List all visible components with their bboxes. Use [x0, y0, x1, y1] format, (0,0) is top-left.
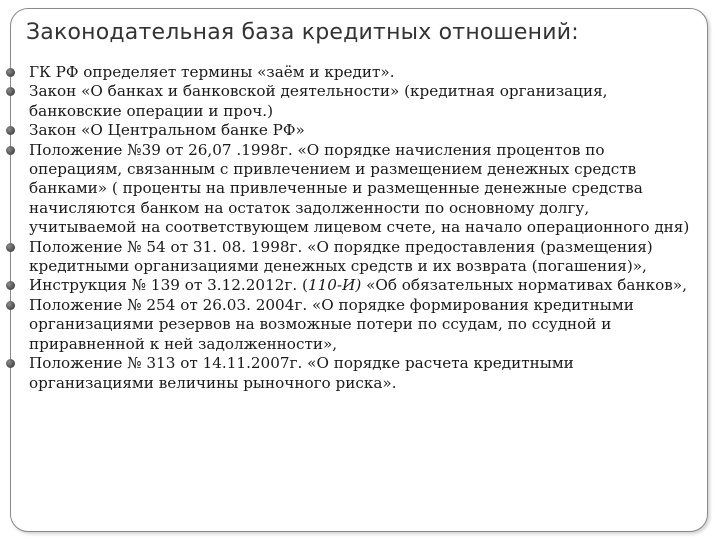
list-item — [4, 141, 698, 238]
slide-title: Законодательная база кредитных отношений: — [26, 20, 579, 45]
list-item-text: Положение № 254 от 26.03. 2004г. «О порядке формирования кредитными организациями резервов на возможные потери по ссудам, по ссудной и приравненной к ней задолженности», — [29, 295, 634, 353]
list-item-text: Закон «О банках и банковской деятельности» (кредитная организация, банковские операции и проч.) — [29, 82, 608, 120]
legislation-list — [4, 63, 698, 393]
bullet-icon — [6, 243, 15, 252]
list-item-text: Закон «О Центральном банке РФ» — [29, 121, 305, 140]
bullet-icon — [6, 359, 15, 368]
bullet-icon — [6, 68, 15, 77]
list-item — [4, 121, 698, 140]
bullet-icon — [6, 146, 15, 155]
list-item-text-italic: 110-И) — [307, 276, 362, 295]
list-item-text: Положение № 54 от 31. 08. 1998г. «О порядке предоставления (размещения) кредитными организациями денежных средств и их возврата (погашения)», — [29, 237, 653, 276]
list-item — [4, 82, 698, 121]
list-item-text: Положение №39 от 26,07 .1998г. «О порядке начисления процентов по операциям, связанным с привлечением и размещением денежных средств банками» ( проценты на привлеченные и размещенные денежные средства начисляются банком на остаток задолженности по основному долгу, учитываемой на соответствующем лицевом счете, на начало операционного дня) — [29, 140, 690, 237]
list-item-text — [29, 276, 687, 294]
list-item-text: Положение № 313 от 14.11.2007г. «О порядке расчета кредитными организациями величины рыночного риска». — [29, 354, 574, 392]
list-item — [4, 354, 698, 393]
list-item-text-after: «Об обязательных нормативах банков», — [361, 276, 687, 295]
list-item — [4, 296, 698, 354]
bullet-icon — [6, 126, 15, 135]
list-item — [4, 276, 698, 295]
list-item — [4, 63, 698, 82]
bullet-icon — [6, 281, 15, 290]
list-item — [4, 238, 698, 277]
bullet-icon — [6, 87, 15, 96]
list-item-text: ГК РФ определяет термины «заём и кредит». — [29, 63, 395, 81]
list-item-text-before: Инструкция № 139 от 3.12.2012г. ( — [29, 276, 308, 295]
bullet-icon — [6, 301, 15, 310]
